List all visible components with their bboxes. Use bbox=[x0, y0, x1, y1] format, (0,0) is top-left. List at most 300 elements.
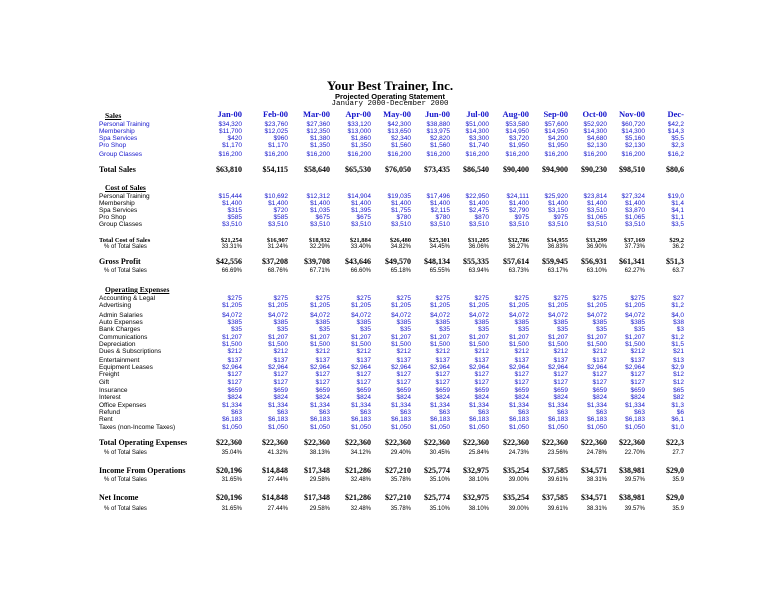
percent-cell: 38.10% bbox=[468, 477, 489, 483]
value-cell: $127 bbox=[315, 379, 330, 386]
value-cell: $127 bbox=[356, 371, 371, 378]
value-cell: $127 bbox=[227, 379, 242, 386]
value-cell: $127 bbox=[553, 379, 568, 386]
value-cell: $1,334 bbox=[268, 402, 288, 409]
statement-row bbox=[0, 301, 768, 310]
value-cell: $659 bbox=[474, 387, 489, 394]
value-cell: $1,860 bbox=[351, 135, 371, 142]
value-cell: $1,500 bbox=[351, 341, 371, 348]
value-cell: $212 bbox=[514, 348, 529, 355]
value-cell: $1,205 bbox=[268, 302, 288, 309]
value-cell: $2,820 bbox=[430, 135, 450, 142]
month-header: Jul-00 bbox=[466, 109, 489, 119]
value-cell: $1,500 bbox=[469, 341, 489, 348]
value-cell: $659 bbox=[315, 387, 330, 394]
statement-subtitle: Projected Operating Statement bbox=[334, 92, 446, 101]
statement-row bbox=[0, 347, 768, 356]
total-cell: $86,540 bbox=[463, 165, 489, 174]
value-cell: $1,207 bbox=[625, 334, 645, 341]
value-cell: $585 bbox=[273, 214, 288, 221]
value-cell: $63 bbox=[277, 409, 288, 416]
value-cell: $127 bbox=[630, 371, 645, 378]
percent-cell: 35.9 bbox=[672, 477, 684, 483]
line-item-label: Accounting & Legal bbox=[99, 295, 156, 302]
value-cell: $6,183 bbox=[430, 416, 450, 423]
percent-cell: 35.10% bbox=[429, 506, 450, 512]
total-cell: $34,571 bbox=[581, 466, 607, 475]
percent-cell: 36.27% bbox=[508, 244, 529, 250]
value-cell: $1,207 bbox=[222, 334, 242, 341]
total-cell: $22,3 bbox=[666, 438, 684, 447]
value-cell: $1,500 bbox=[430, 341, 450, 348]
value-cell: $3,510 bbox=[391, 221, 411, 228]
section-label: Sales bbox=[105, 111, 122, 120]
value-cell: $1,334 bbox=[351, 402, 371, 409]
value-cell: $2,964 bbox=[222, 364, 242, 371]
line-item-label: Personal Training bbox=[99, 193, 150, 200]
total-cell: $21,286 bbox=[345, 493, 371, 502]
value-cell: $212 bbox=[315, 348, 330, 355]
value-cell: $35 bbox=[596, 326, 607, 333]
total-cell: $76,050 bbox=[385, 165, 411, 174]
value-cell: $824 bbox=[315, 394, 330, 401]
percent-cell: 39.57% bbox=[624, 506, 645, 512]
total-cell: $22,360 bbox=[463, 438, 489, 447]
value-cell: $275 bbox=[227, 295, 242, 302]
value-cell: $1,500 bbox=[222, 341, 242, 348]
value-cell: $1,170 bbox=[268, 142, 288, 149]
value-cell: $127 bbox=[435, 379, 450, 386]
value-cell: $16,200 bbox=[465, 151, 489, 158]
value-cell: $35 bbox=[439, 326, 450, 333]
value-cell: $1,207 bbox=[509, 334, 529, 341]
value-cell: $5,160 bbox=[625, 135, 645, 142]
value-cell: $385 bbox=[356, 319, 371, 326]
subtotal-cell: $32,786 bbox=[507, 237, 529, 244]
value-cell: $1,4 bbox=[671, 200, 684, 207]
value-cell: $1,400 bbox=[351, 200, 371, 207]
value-cell: $1,205 bbox=[391, 302, 411, 309]
value-cell: $275 bbox=[356, 295, 371, 302]
value-cell: $82 bbox=[673, 394, 684, 401]
value-cell: $63 bbox=[400, 409, 411, 416]
value-cell: $35 bbox=[557, 326, 568, 333]
percent-cell: 39.00% bbox=[508, 477, 529, 483]
value-cell: $1,207 bbox=[391, 334, 411, 341]
statement-row bbox=[0, 267, 768, 276]
value-cell: $3,510 bbox=[310, 221, 330, 228]
total-cell: $20,196 bbox=[216, 493, 242, 502]
value-cell: $315 bbox=[227, 207, 242, 214]
value-cell: $51,000 bbox=[465, 121, 489, 128]
value-cell: $14,950 bbox=[544, 128, 568, 135]
value-cell: $63 bbox=[557, 409, 568, 416]
value-cell: $3,5 bbox=[671, 221, 684, 228]
percent-cell: 29.58% bbox=[309, 506, 330, 512]
line-item-label: Gift bbox=[99, 379, 110, 386]
percent-cell: 62.27% bbox=[624, 268, 645, 274]
value-cell: $1,755 bbox=[391, 207, 411, 214]
value-cell: $212 bbox=[356, 348, 371, 355]
percent-cell: 38.31% bbox=[586, 506, 607, 512]
value-cell: $6,183 bbox=[351, 416, 371, 423]
value-cell: $824 bbox=[592, 394, 607, 401]
value-cell: $1,560 bbox=[430, 142, 450, 149]
value-cell: $385 bbox=[273, 319, 288, 326]
value-cell: $1,500 bbox=[509, 341, 529, 348]
total-cell: $48,134 bbox=[424, 257, 450, 266]
value-cell: $824 bbox=[514, 394, 529, 401]
value-cell: $1,500 bbox=[625, 341, 645, 348]
value-cell: $4,072 bbox=[469, 312, 489, 319]
month-header: Oct-00 bbox=[582, 109, 607, 119]
value-cell: $675 bbox=[356, 214, 371, 221]
line-item-label: Insurance bbox=[99, 387, 128, 394]
value-cell: $127 bbox=[592, 379, 607, 386]
value-cell: $2,115 bbox=[430, 207, 450, 214]
percent-cell: 22.70% bbox=[624, 450, 645, 456]
percent-cell: 23.56% bbox=[547, 450, 568, 456]
value-cell: $137 bbox=[227, 357, 242, 364]
value-cell: $1,205 bbox=[587, 302, 607, 309]
percent-cell: 65.55% bbox=[429, 268, 450, 274]
value-cell: $127 bbox=[396, 371, 411, 378]
value-cell: $137 bbox=[273, 357, 288, 364]
total-cell: $80,6 bbox=[666, 165, 684, 174]
percent-cell: 24.73% bbox=[508, 450, 529, 456]
value-cell: $275 bbox=[592, 295, 607, 302]
value-cell: $659 bbox=[356, 387, 371, 394]
value-cell: $6,183 bbox=[391, 416, 411, 423]
value-cell: $6,183 bbox=[587, 416, 607, 423]
statement-row bbox=[0, 438, 768, 447]
percent-cell: 27.44% bbox=[267, 506, 288, 512]
value-cell: $3,510 bbox=[469, 221, 489, 228]
value-cell: $3,870 bbox=[625, 207, 645, 214]
value-cell: $1,950 bbox=[509, 142, 529, 149]
value-cell: $2,964 bbox=[548, 364, 568, 371]
value-cell: $1,400 bbox=[430, 200, 450, 207]
value-cell: $1,205 bbox=[548, 302, 568, 309]
value-cell: $659 bbox=[553, 387, 568, 394]
value-cell: $16,200 bbox=[544, 151, 568, 158]
value-cell: $12 bbox=[673, 379, 684, 386]
value-cell: $1,334 bbox=[310, 402, 330, 409]
line-item-label: Membership bbox=[99, 200, 135, 207]
value-cell: $275 bbox=[474, 295, 489, 302]
value-cell: $6,183 bbox=[469, 416, 489, 423]
total-cell: $55,335 bbox=[463, 257, 489, 266]
value-cell: $4,072 bbox=[587, 312, 607, 319]
value-cell: $5,5 bbox=[671, 135, 684, 142]
value-cell: $2,964 bbox=[391, 364, 411, 371]
total-cell: $38,981 bbox=[619, 493, 645, 502]
value-cell: $6,183 bbox=[509, 416, 529, 423]
percent-cell: 37.73% bbox=[624, 244, 645, 250]
value-cell: $42,300 bbox=[387, 121, 411, 128]
percent-cell: 33.40% bbox=[350, 244, 371, 250]
total-cell: $22,360 bbox=[385, 438, 411, 447]
value-cell: $4,200 bbox=[548, 135, 568, 142]
value-cell: $2,964 bbox=[430, 364, 450, 371]
line-item-label: Rent bbox=[99, 416, 113, 423]
value-cell: $1,035 bbox=[310, 207, 330, 214]
value-cell: $1,334 bbox=[222, 402, 242, 409]
value-cell: $14,3 bbox=[667, 128, 684, 135]
value-cell: $63 bbox=[518, 409, 529, 416]
value-cell: $1,050 bbox=[310, 424, 330, 431]
line-item-label: Refund bbox=[99, 409, 120, 416]
total-cell: $22,360 bbox=[262, 438, 288, 447]
percent-cell: 30.45% bbox=[429, 450, 450, 456]
total-cell: $51,3 bbox=[666, 257, 684, 266]
month-header: Sep-00 bbox=[543, 109, 568, 119]
value-cell: $23,760 bbox=[264, 121, 288, 128]
value-cell: $127 bbox=[315, 371, 330, 378]
value-cell: $16,200 bbox=[621, 151, 645, 158]
value-cell: $659 bbox=[396, 387, 411, 394]
total-cell: $17,348 bbox=[304, 493, 330, 502]
value-cell: $16,200 bbox=[347, 151, 371, 158]
value-cell: $675 bbox=[315, 214, 330, 221]
value-cell: $824 bbox=[273, 394, 288, 401]
total-cell: $35,254 bbox=[503, 466, 529, 475]
total-cell: $37,208 bbox=[262, 257, 288, 266]
section-label: Cost of Sales bbox=[105, 183, 146, 192]
value-cell: $1,207 bbox=[310, 334, 330, 341]
month-header: Jan-00 bbox=[217, 109, 242, 119]
value-cell: $13,975 bbox=[426, 128, 450, 135]
value-cell: $1,400 bbox=[268, 200, 288, 207]
value-cell: $275 bbox=[273, 295, 288, 302]
line-item-label: Spa Services bbox=[99, 207, 138, 214]
value-cell: $1,500 bbox=[587, 341, 607, 348]
value-cell: $12,312 bbox=[306, 193, 330, 200]
value-cell: $1,207 bbox=[587, 334, 607, 341]
value-cell: $12 bbox=[673, 371, 684, 378]
value-cell: $1,334 bbox=[391, 402, 411, 409]
percent-cell: 35.78% bbox=[390, 506, 411, 512]
value-cell: $2,340 bbox=[391, 135, 411, 142]
value-cell: $1,050 bbox=[548, 424, 568, 431]
value-cell: $3,150 bbox=[548, 207, 568, 214]
value-cell: $1,050 bbox=[430, 424, 450, 431]
total-label: Total Sales bbox=[99, 165, 136, 174]
value-cell: $1,350 bbox=[310, 142, 330, 149]
value-cell: $6,183 bbox=[222, 416, 242, 423]
line-item-label: Admin Salaries bbox=[99, 312, 143, 319]
value-cell: $870 bbox=[474, 214, 489, 221]
percent-cell: 66.60% bbox=[350, 268, 371, 274]
percent-cell: 66.69% bbox=[221, 268, 242, 274]
subtotal-label: Total Cost of Sales bbox=[99, 237, 151, 244]
value-cell: $1,050 bbox=[268, 424, 288, 431]
total-cell: $14,848 bbox=[262, 466, 288, 475]
statement-row bbox=[0, 150, 768, 159]
value-cell: $14,300 bbox=[621, 128, 645, 135]
month-header: Aug-00 bbox=[502, 109, 529, 119]
value-cell: $1,334 bbox=[430, 402, 450, 409]
percent-cell: 33.31% bbox=[221, 244, 242, 250]
value-cell: $19,035 bbox=[387, 193, 411, 200]
value-cell: $17,496 bbox=[426, 193, 450, 200]
value-cell: $1,205 bbox=[430, 302, 450, 309]
value-cell: $35 bbox=[518, 326, 529, 333]
value-cell: $275 bbox=[396, 295, 411, 302]
value-cell: $4,072 bbox=[351, 312, 371, 319]
value-cell: $11,700 bbox=[218, 128, 242, 135]
value-cell: $3,720 bbox=[509, 135, 529, 142]
percent-cell: 29.40% bbox=[390, 450, 411, 456]
value-cell: $14,904 bbox=[347, 193, 371, 200]
value-cell: $275 bbox=[553, 295, 568, 302]
value-cell: $3 bbox=[676, 326, 684, 333]
value-cell: $6,183 bbox=[625, 416, 645, 423]
subtotal-cell: $18,932 bbox=[308, 237, 330, 244]
value-cell: $13,650 bbox=[387, 128, 411, 135]
value-cell: $2,9 bbox=[671, 364, 684, 371]
total-cell: $22,360 bbox=[424, 438, 450, 447]
value-cell: $35 bbox=[231, 326, 242, 333]
value-cell: $1,065 bbox=[625, 214, 645, 221]
value-cell: $57,600 bbox=[544, 121, 568, 128]
company-title: Your Best Trainer, Inc. bbox=[326, 78, 454, 93]
month-header: Jun-00 bbox=[424, 109, 450, 119]
value-cell: $1,500 bbox=[268, 341, 288, 348]
value-cell: $1,5 bbox=[671, 341, 684, 348]
value-cell: $10,692 bbox=[264, 193, 288, 200]
value-cell: $659 bbox=[592, 387, 607, 394]
value-cell: $35 bbox=[277, 326, 288, 333]
value-cell: $1,380 bbox=[310, 135, 330, 142]
total-cell: $39,708 bbox=[304, 257, 330, 266]
value-cell: $16,200 bbox=[505, 151, 529, 158]
value-cell: $16,200 bbox=[426, 151, 450, 158]
value-cell: $4,072 bbox=[391, 312, 411, 319]
total-cell: $61,341 bbox=[619, 257, 645, 266]
percent-cell: 63.17% bbox=[547, 268, 568, 274]
value-cell: $6,183 bbox=[268, 416, 288, 423]
value-cell: $1,207 bbox=[548, 334, 568, 341]
statement-row bbox=[0, 493, 768, 502]
total-cell: $94,900 bbox=[542, 165, 568, 174]
value-cell: $975 bbox=[553, 214, 568, 221]
value-cell: $63 bbox=[319, 409, 330, 416]
value-cell: $1,207 bbox=[430, 334, 450, 341]
total-cell: $29,0 bbox=[666, 493, 684, 502]
month-header: Dec- bbox=[667, 109, 684, 119]
total-cell: $34,571 bbox=[581, 493, 607, 502]
value-cell: $6,1 bbox=[671, 416, 684, 423]
subtotal-cell: $29,2 bbox=[669, 237, 684, 244]
line-item-label: Advertising bbox=[99, 302, 132, 309]
value-cell: $27,324 bbox=[621, 193, 645, 200]
value-cell: $12,350 bbox=[306, 128, 330, 135]
subtotal-cell: $21,884 bbox=[349, 237, 371, 244]
value-cell: $1,050 bbox=[469, 424, 489, 431]
line-item-label: Membership bbox=[99, 128, 135, 135]
value-cell: $1,500 bbox=[548, 341, 568, 348]
value-cell: $6,183 bbox=[310, 416, 330, 423]
value-cell: $3,510 bbox=[587, 207, 607, 214]
percent-cell: 38.13% bbox=[309, 450, 330, 456]
total-cell: $21,286 bbox=[345, 466, 371, 475]
total-cell: $29,0 bbox=[666, 466, 684, 475]
value-cell: $27 bbox=[673, 295, 684, 302]
subtotal-cell: $34,955 bbox=[546, 237, 568, 244]
value-cell: $63 bbox=[596, 409, 607, 416]
statement-row bbox=[0, 257, 768, 266]
value-cell: $2,790 bbox=[509, 207, 529, 214]
value-cell: $137 bbox=[514, 357, 529, 364]
month-header: May-00 bbox=[383, 109, 411, 119]
value-cell: $127 bbox=[630, 379, 645, 386]
value-cell: $3,510 bbox=[587, 221, 607, 228]
value-cell: $1,334 bbox=[625, 402, 645, 409]
percent-cell: 39.61% bbox=[547, 477, 568, 483]
line-item-label: Pro Shop bbox=[99, 142, 127, 149]
percent-cell: 39.00% bbox=[508, 506, 529, 512]
total-cell: $90,400 bbox=[503, 165, 529, 174]
value-cell: $212 bbox=[553, 348, 568, 355]
percent-cell: 32.29% bbox=[309, 244, 330, 250]
percent-cell: 34.12% bbox=[350, 450, 371, 456]
month-header: Mar-00 bbox=[302, 109, 330, 119]
value-cell: $24,111 bbox=[506, 193, 529, 200]
value-cell: $780 bbox=[396, 214, 411, 221]
percent-cell: 67.71% bbox=[309, 268, 330, 274]
value-cell: $35 bbox=[400, 326, 411, 333]
value-cell: $1,334 bbox=[548, 402, 568, 409]
value-cell: $63 bbox=[360, 409, 371, 416]
value-cell: $137 bbox=[553, 357, 568, 364]
value-cell: $1,170 bbox=[222, 142, 242, 149]
line-item-label: Entertainment bbox=[99, 357, 140, 364]
line-item-label: Interest bbox=[99, 394, 121, 401]
value-cell: $824 bbox=[227, 394, 242, 401]
value-cell: $25,920 bbox=[544, 193, 568, 200]
line-item-label: Dues & Subscriptions bbox=[99, 348, 162, 355]
value-cell: $385 bbox=[315, 319, 330, 326]
percent-cell: 36.83% bbox=[547, 244, 568, 250]
total-cell: $35,254 bbox=[503, 493, 529, 502]
value-cell: $1,205 bbox=[509, 302, 529, 309]
value-cell: $3,510 bbox=[268, 221, 288, 228]
percent-cell: 31.65% bbox=[221, 477, 242, 483]
value-cell: $12,025 bbox=[264, 128, 288, 135]
value-cell: $34,320 bbox=[218, 121, 242, 128]
value-cell: $137 bbox=[396, 357, 411, 364]
value-cell: $16,200 bbox=[218, 151, 242, 158]
value-cell: $14,300 bbox=[583, 128, 607, 135]
total-cell: $73,435 bbox=[424, 165, 450, 174]
total-cell: $27,210 bbox=[385, 493, 411, 502]
value-cell: $1,205 bbox=[351, 302, 371, 309]
value-cell: $137 bbox=[356, 357, 371, 364]
subtotal-cell: $21,254 bbox=[220, 237, 242, 244]
value-cell: $2,475 bbox=[469, 207, 489, 214]
percent-cell: 63.10% bbox=[586, 268, 607, 274]
value-cell: $212 bbox=[273, 348, 288, 355]
total-label: Net Income bbox=[99, 493, 139, 502]
value-cell: $137 bbox=[630, 357, 645, 364]
percent-cell: 35.9 bbox=[672, 506, 684, 512]
total-cell: $38,981 bbox=[619, 466, 645, 475]
value-cell: $33,120 bbox=[347, 121, 371, 128]
value-cell: $1,3 bbox=[671, 402, 684, 409]
value-cell: $127 bbox=[227, 371, 242, 378]
value-cell: $212 bbox=[630, 348, 645, 355]
